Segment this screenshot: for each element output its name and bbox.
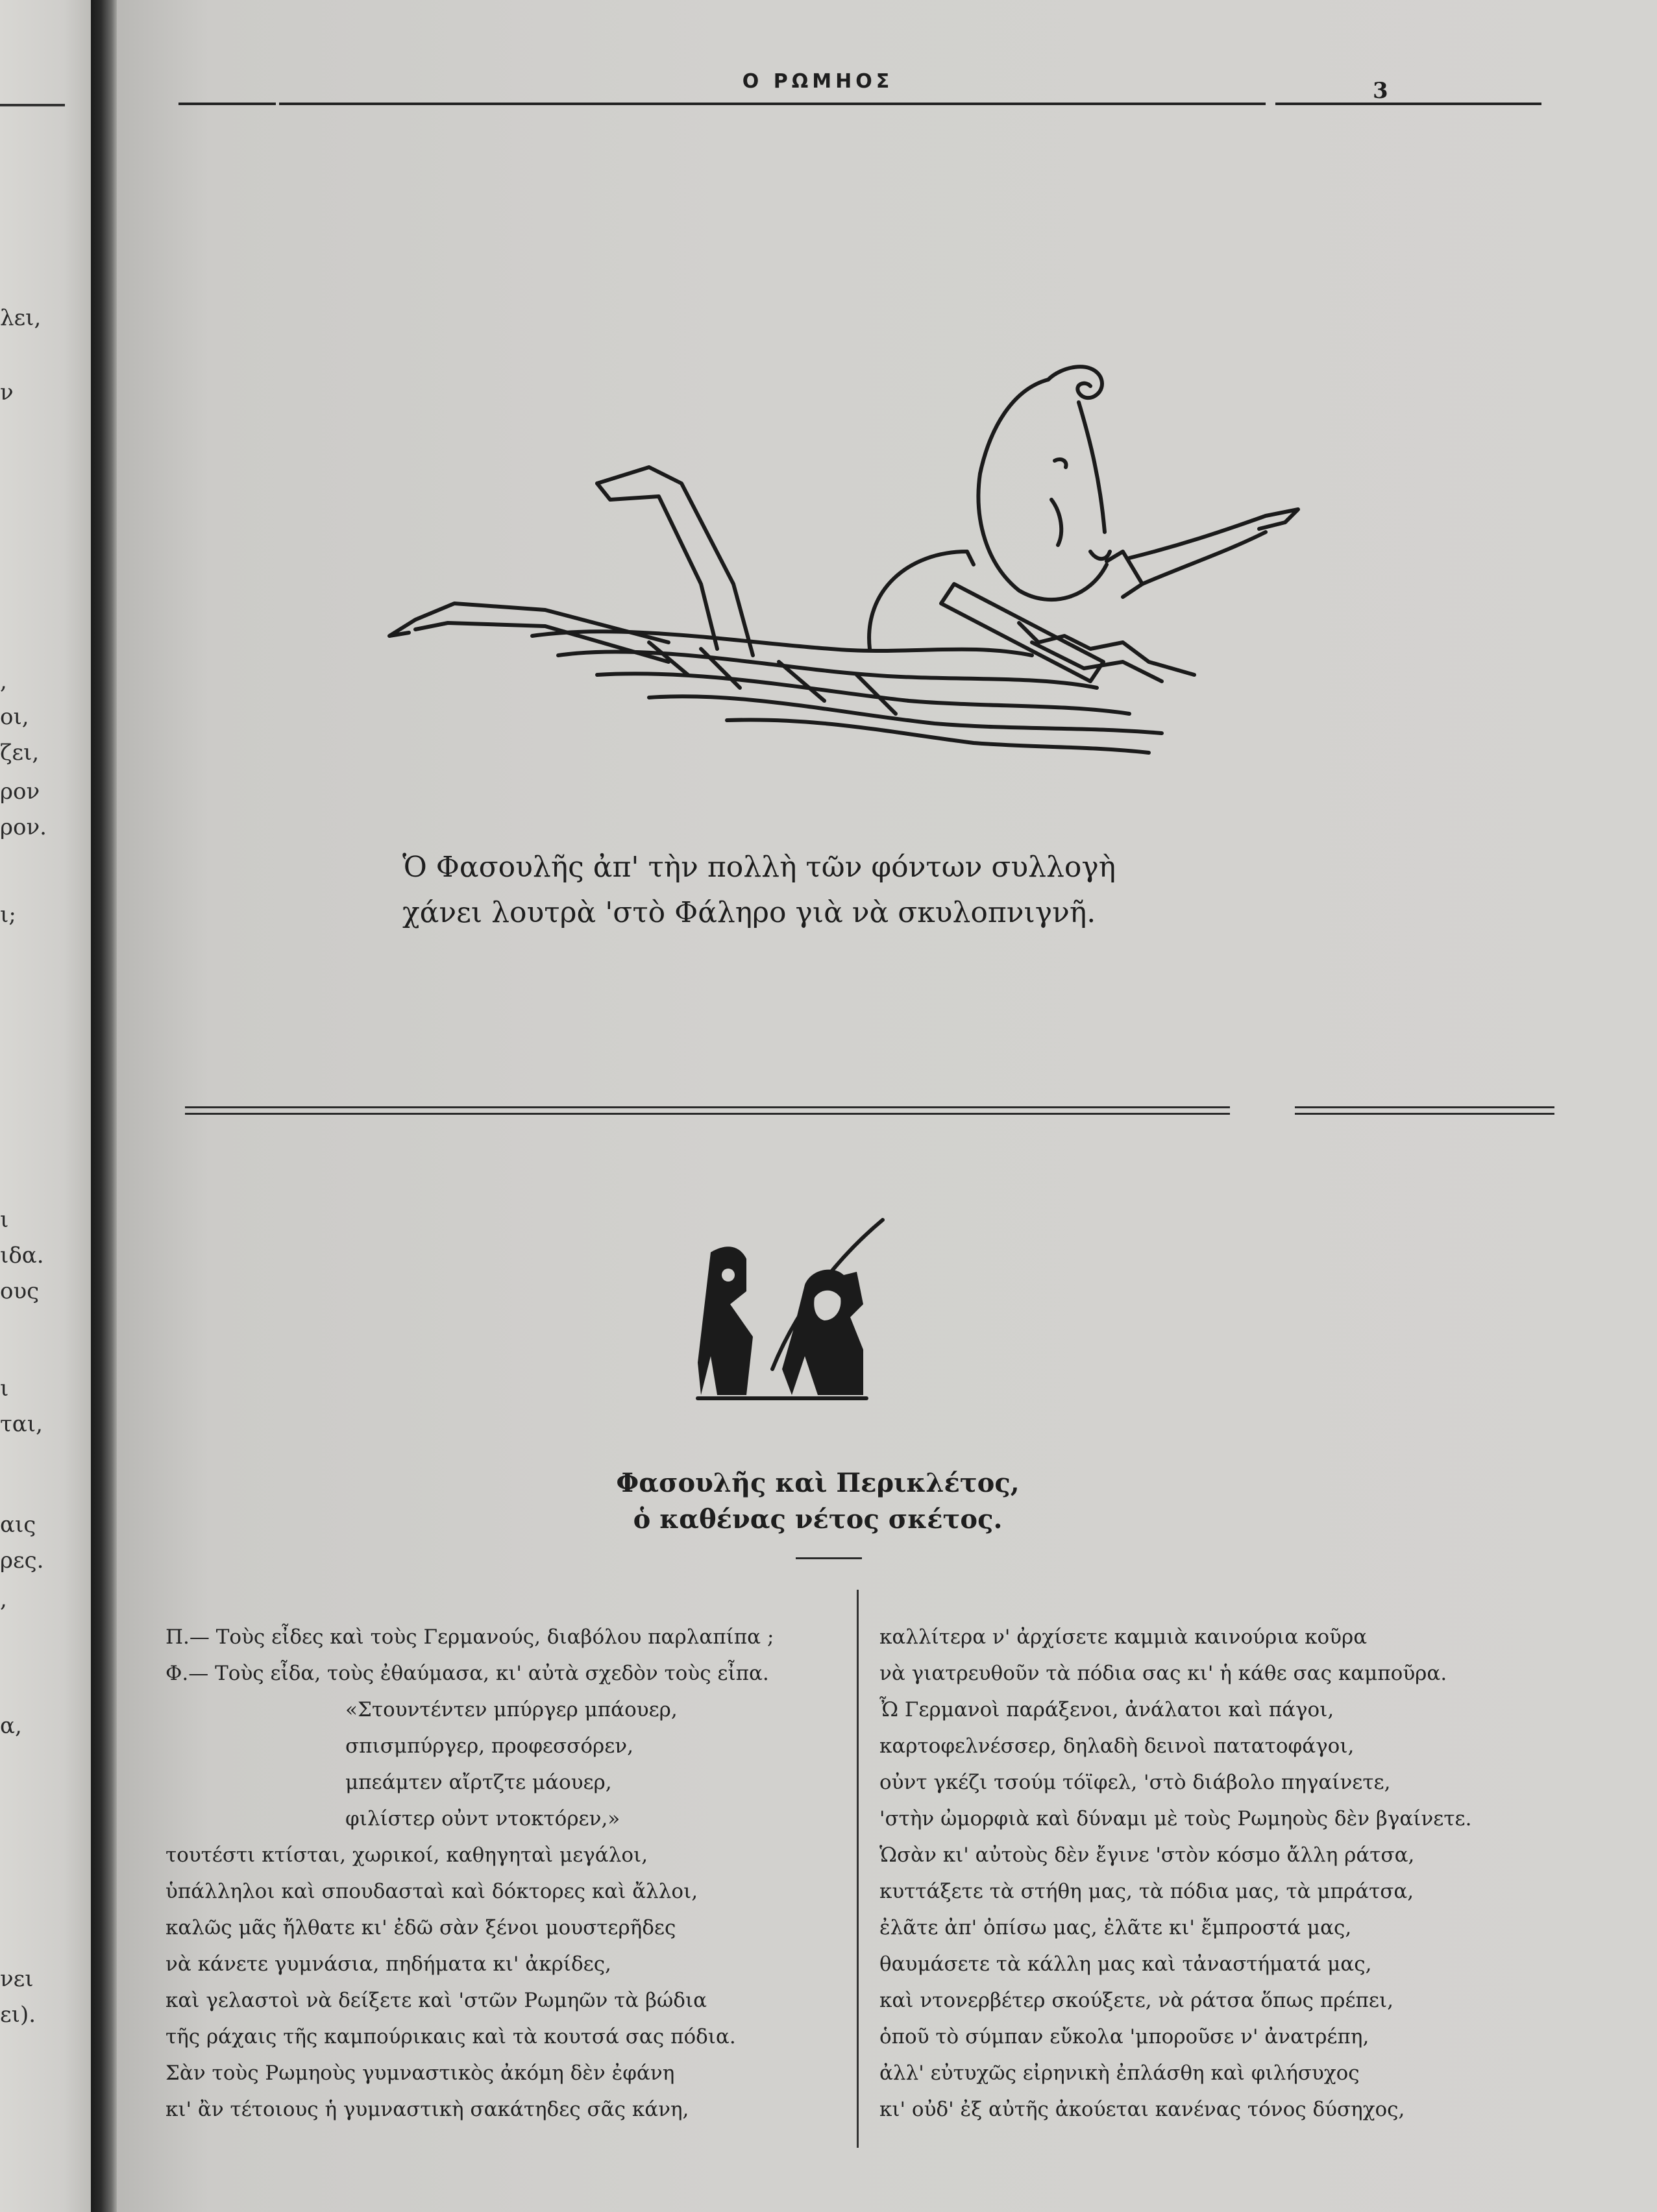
poem-line: θαυμάσετε τὰ κάλλη μας καὶ τἀναστήματά μας, — [879, 1952, 1372, 1976]
previous-page-text-fragment: ιδα. — [0, 1243, 44, 1269]
previous-page-text-fragment: ει). — [0, 2002, 36, 2028]
poem-line: φιλίστερ οὐντ ντοκτόρεν,» — [345, 1807, 620, 1830]
previous-page-text-fragment: νει — [0, 1966, 34, 1992]
header-rule-right — [1275, 103, 1541, 105]
two-figures-vignette — [649, 1207, 987, 1421]
previous-page-text-fragment: , — [0, 668, 7, 694]
poem-line: τουτέστι κτίσται, χωρικοί, καθηγηταὶ μεγάλοι, — [166, 1843, 648, 1867]
page-number: 3 — [1373, 78, 1388, 104]
previous-page-text-fragment: ι; — [0, 902, 16, 928]
poem-line: Ὡσὰν κι' αὐτοὺς δὲν ἔγινε 'στὸν κόσμο ἄλλη ράτσα, — [879, 1843, 1415, 1867]
article-title-line1: Φασουλῆς καὶ Περικλέτος, — [616, 1468, 1020, 1498]
section-divider-right-bottom — [1295, 1113, 1554, 1115]
previous-page-edge — [0, 0, 91, 2212]
previous-page-text-fragment: ρον. — [0, 814, 47, 840]
previous-page-text-fragment: ι — [0, 1376, 9, 1402]
previous-page-text-fragment: ρες. — [0, 1548, 44, 1574]
column-divider — [857, 1590, 859, 2148]
poem-right-column — [879, 1619, 1541, 2128]
previous-page-text-fragment: αις — [0, 1512, 36, 1538]
previous-page-text-fragment: οι, — [0, 704, 29, 730]
poem-line: καλῶς μᾶς ἤλθατε κι' ἐδῶ σὰν ξένοι μουστερῆδες — [166, 1916, 676, 1939]
title-underline — [796, 1557, 862, 1559]
swimming-figure-illustration — [286, 337, 1344, 792]
poem-line: ἀλλ' εὐτυχῶς εἰρηνικὴ ἐπλάσθη καὶ φιλήσυχος — [879, 2061, 1360, 2085]
poem-line: ἐλᾶτε ἀπ' ὀπίσω μας, ἐλᾶτε κι' ἔμπροστά μας, — [879, 1916, 1352, 1939]
previous-page-text-fragment: α, — [0, 1713, 22, 1739]
section-divider-right-top — [1295, 1106, 1554, 1108]
poem-line: κυττάξετε τὰ στήθη μας, τὰ πόδια μας, τὰ μπράτσα, — [879, 1880, 1414, 1903]
previous-page-text-fragment: ι — [0, 1207, 9, 1233]
poem-line: μπεάμτεν αἴρτζτε μάουερ, — [345, 1771, 612, 1794]
section-divider-bottom — [185, 1113, 1230, 1115]
poem-line: οὐντ γκέζι τσούμ τόϊφελ, 'στὸ διάβολο πηγαίνετε, — [879, 1771, 1391, 1794]
poem-line: Σὰν τοὺς Ρωμηοὺς γυμναστικὸς ἀκόμη δὲν ἐφάνη — [166, 2061, 675, 2085]
poem-line: νὰ κάνετε γυμνάσια, πηδήματα κι' ἀκρίδες, — [166, 1952, 611, 1976]
illustration-caption-line1: Ὁ Φασουλῆς ἀπ' τὴν πολλὴ τῶν φόντων συλλογὴ — [402, 851, 1116, 884]
illustration-caption-line2: χάνει λουτρὰ 'στὸ Φάληρο γιὰ νὰ σκυλοπνιγνῆ. — [402, 896, 1096, 929]
previous-page-text-fragment: ζει, — [0, 740, 40, 766]
poem-line: Π.— Τοὺς εἶδες καὶ τοὺς Γερμανούς, διαβόλου παρλαπίπα ; — [166, 1625, 774, 1649]
previous-page-text-fragment: ται, — [0, 1411, 43, 1437]
previous-page-rule — [0, 104, 65, 106]
poem-line: ὑπάλληλοι καὶ σπουδασταὶ καὶ δόκτορες καὶ ἄλλοι, — [166, 1880, 698, 1903]
poem-line: Φ.— Τοὺς εἶδα, τοὺς ἐθαύμασα, κι' αὐτὰ σχεδὸν τοὺς εἶπα. — [166, 1662, 769, 1685]
previous-page-text-fragment: ρον — [0, 779, 40, 805]
poem-line: καρτοφελνέσσερ, δηλαδὴ δεινοὶ πατατοφάγοι, — [879, 1734, 1355, 1758]
poem-line: καλλίτερα ν' ἀρχίσετε καμμιὰ καινούρια κοῦρα — [879, 1625, 1368, 1649]
poem-line: κι' οὐδ' ἐξ αὐτῆς ἀκούεται κανένας τόνος δύσηχος, — [879, 2098, 1405, 2121]
previous-page-text-fragment: ν — [0, 380, 14, 406]
section-divider-top — [185, 1106, 1230, 1108]
masthead: Ο ΡΩΜΗΟΣ — [742, 70, 894, 93]
poem-line: καὶ ντονερβέτερ σκούξετε, νὰ ράτσα ὅπως πρέπει, — [879, 1989, 1393, 2012]
header-rule-main — [279, 103, 1266, 105]
poem-line: σπισμπύργερ, προφεσσόρεν, — [345, 1734, 633, 1758]
header-rule-left — [178, 103, 276, 105]
previous-page-text-fragment: ους — [0, 1278, 40, 1304]
book-gutter — [91, 0, 117, 2212]
poem-left-column — [166, 1619, 841, 2128]
poem-line: τῆς ράχαις τῆς καμπούρικαις καὶ τὰ κουτσά σας πόδια. — [166, 2025, 736, 2048]
poem-line: καὶ γελαστοὶ νὰ δείξετε καὶ 'στῶν Ρωμηῶν τὰ βώδια — [166, 1989, 707, 2012]
poem-line: Ὦ Γερμανοὶ παράξενοι, ἀνάλατοι καὶ πάγοι, — [879, 1698, 1334, 1721]
poem-line: «Στουντέντεν μπύργερ μπάουερ, — [345, 1698, 678, 1721]
poem-line: κι' ἂν τέτοιους ἡ γυμναστικὴ σακάτηδες σᾶς κάνη, — [166, 2098, 689, 2121]
poem-line: 'στὴν ὠμορφιὰ καὶ δύναμι μὲ τοὺς Ρωμηοὺς δὲν βγαίνετε. — [879, 1807, 1472, 1830]
article-title-line2: ὁ καθένας νέτος σκέτος. — [633, 1504, 1003, 1535]
poem-line: νὰ γιατρευθοῦν τὰ πόδια σας κι' ἡ κάθε σας καμποῦρα. — [879, 1662, 1447, 1685]
poem-line: ὁποῦ τὸ σύμπαν εὔκολα 'μποροῦσε ν' ἀνατρέπη, — [879, 2025, 1369, 2048]
previous-page-text-fragment: , — [0, 1586, 7, 1612]
previous-page-text-fragment: λει, — [0, 305, 42, 331]
